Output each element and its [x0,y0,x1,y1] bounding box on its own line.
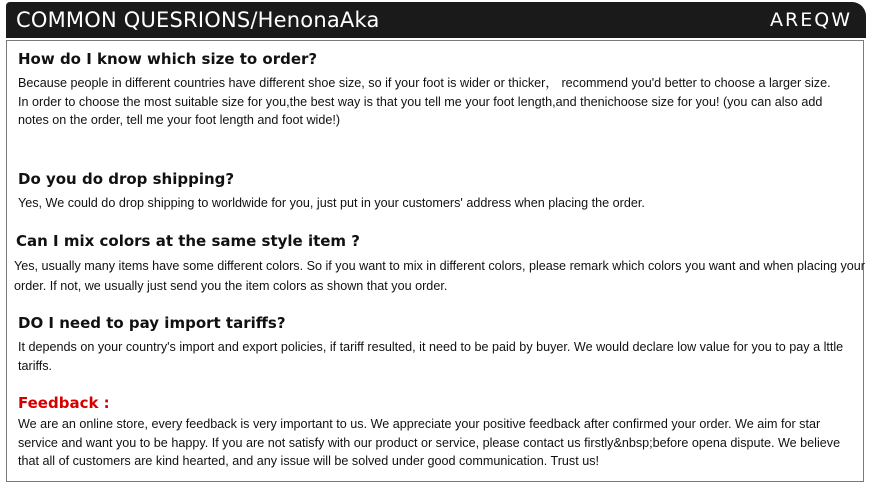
faq-answer-size [18,74,848,130]
faq-answer-tariffs-p1: It depends on your country's import and export policies, if tariff resulted, it need to be paid by buyer. We would declare low value for you to pay a lttle tariffs. [18,340,844,373]
faq-answer-tariffs [18,338,866,375]
faq-answer-drop-shipping [18,194,858,213]
faq-answer-drop-shipping-p1: Yes, We could do drop shipping to worldwide for you, just put in your customers' address when placing the order. [18,196,645,210]
faq-question-mix-colors: Can I mix colors at the same style item ? [16,232,360,250]
feedback-text-p1: We are an online store, every feedback is very important to us. We appreciate your positive feedback after confirmed your order. We aim for star service and want you to be happy. If you are not satisfy with our product or service, please contact us firstly&nbsp;before opena dispute. We believe that all of customers are kind hearted, and any issue will be solved under good communication. Trust us! [18,417,841,468]
header-bar [6,2,866,38]
brand-name: AREQW [770,9,852,31]
faq-answer-size-p1: Because people in different countries have different shoe size, so if your foot is wider or thicker， recommend you'd better to choose a larger size. [18,76,831,90]
feedback-text [18,415,848,471]
faq-question-drop-shipping: Do you do drop shipping? [18,170,235,188]
faq-answer-mix-colors [14,256,870,296]
page-title: COMMON QUESRIONS/HenonaAka [16,8,380,32]
faq-answer-mix-colors-p1: Yes, usually many items have some different colors. So if you want to mix in different colors, please remark which colors you want and when placing your order. If not, we usually just send you the item colors as shown that you order. [14,259,865,293]
faq-answer-size-p2: In order to choose the most suitable size for you,the best way is that you tell me your foot length,and thenichoose size for you! (you can also add notes on the order, tell me your foot length and foot wide!) [18,94,823,127]
feedback-heading: Feedback : [18,394,110,412]
faq-question-size: How do I know which size to order? [18,50,318,68]
faq-question-tariffs: DO I need to pay import tariffs? [18,314,286,332]
